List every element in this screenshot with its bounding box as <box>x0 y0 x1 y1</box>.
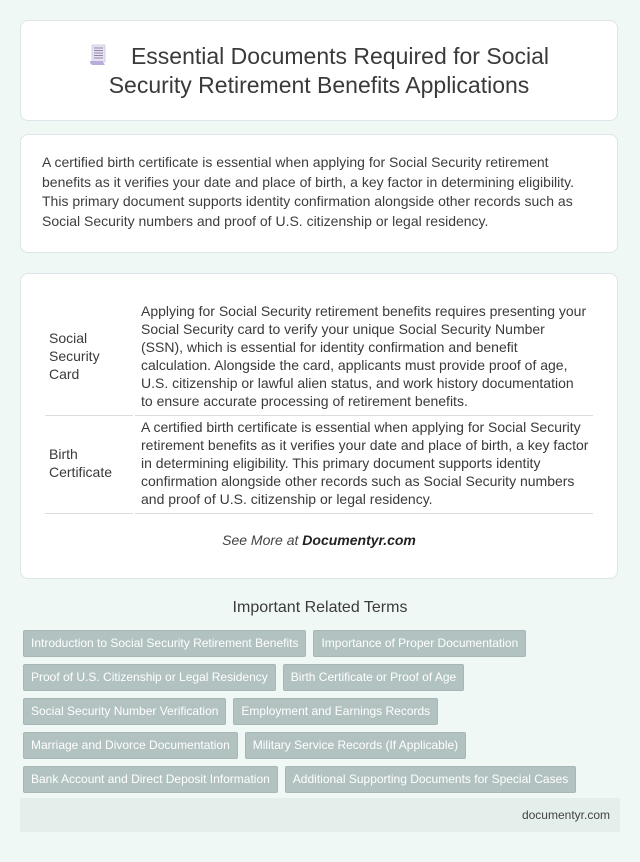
summary-card <box>20 134 618 253</box>
related-term-tag[interactable]: Bank Account and Direct Deposit Information <box>23 766 278 793</box>
related-terms-list <box>20 630 620 793</box>
related-term-tag[interactable]: Employment and Earnings Records <box>233 698 438 725</box>
title-card <box>20 20 618 121</box>
related-term-tag[interactable]: Proof of U.S. Citizenship or Legal Residency <box>23 664 276 691</box>
related-term-tag[interactable]: Additional Supporting Documents for Special Cases <box>285 766 576 793</box>
related-term-tag[interactable]: Birth Certificate or Proof of Age <box>283 664 464 691</box>
related-term-tag[interactable]: Marriage and Divorce Documentation <box>23 732 238 759</box>
document-receipt-icon <box>89 44 107 66</box>
summary-text: A certified birth certificate is essential when applying for Social Security retirement benefits as it verifies your date and place of birth, a key factor in determining eligibility. This primary document supports identity confirmation alongside other records such as Social Security numbers and proof of U.S. citizenship or legal residency. <box>42 154 575 229</box>
document-name: Social Security Card <box>45 300 133 416</box>
related-terms-section <box>20 598 620 793</box>
see-more-prefix: See More at <box>222 532 303 548</box>
table-row <box>45 300 593 416</box>
document-description: A certified birth certificate is essential when applying for Social Security retirement benefits as it verifies your date and place of birth, a key factor in determining eligibility. This primary document supports identity confirmation alongside other records such as Social Security numbers and proof of U.S. citizenship or legal residency. <box>135 416 593 514</box>
footer-site-link[interactable]: documentyr.com <box>521 808 610 822</box>
related-term-tag[interactable]: Importance of Proper Documentation <box>313 630 526 657</box>
document-description: Applying for Social Security retirement benefits requires presenting your Social Security card to verify your unique Social Security Number (SSN), which is essential for identity confirmation and benefit calculation. Alongside the card, applicants must provide proof of age, U.S. citizenship or lawful alien status, and work history documentation to ensure accurate processing of retirement benefits. <box>135 300 593 416</box>
documents-card <box>20 273 618 579</box>
see-more-link[interactable]: Documentyr.com <box>302 532 416 548</box>
related-term-tag[interactable]: Military Service Records (If Applicable) <box>245 732 466 759</box>
table-row <box>45 416 593 514</box>
see-more <box>43 532 595 548</box>
related-term-tag[interactable]: Social Security Number Verification <box>23 698 226 725</box>
page-title <box>21 42 617 100</box>
related-terms-heading: Important Related Terms <box>232 599 408 616</box>
footer <box>20 798 620 832</box>
page-title-text: Essential Documents Required for Social Security Retirement Benefits Applications <box>108 42 550 98</box>
documents-table <box>43 300 595 514</box>
document-name: Birth Certificate <box>45 416 133 514</box>
related-term-tag[interactable]: Introduction to Social Security Retirement Benefits <box>23 630 306 657</box>
